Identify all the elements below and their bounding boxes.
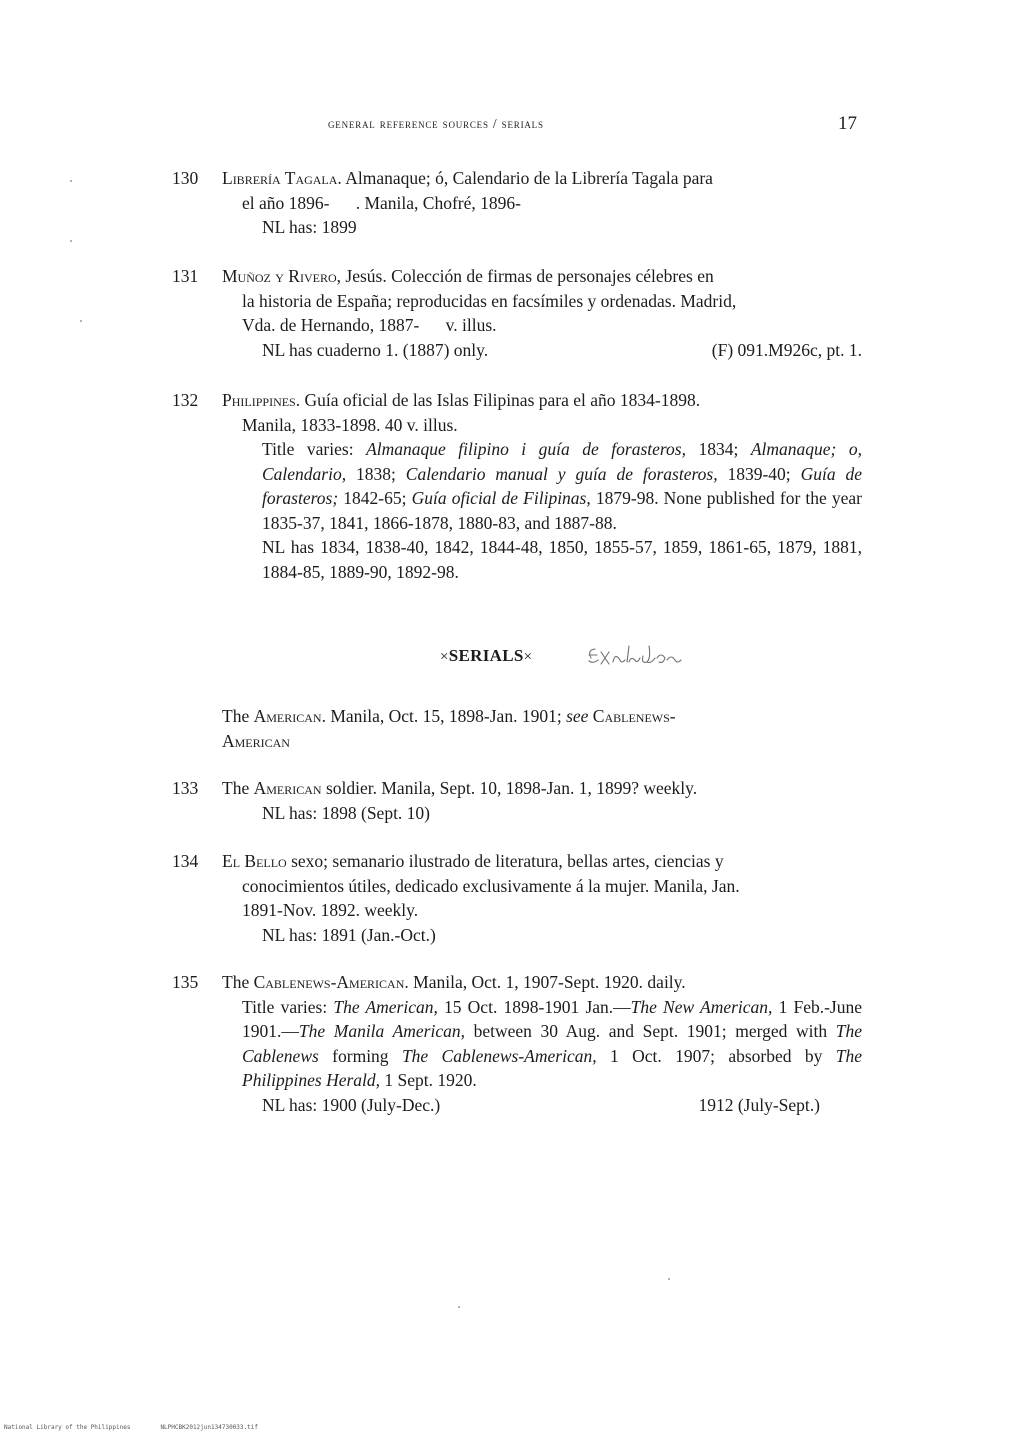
title-variant: The New American, — [630, 996, 773, 1017]
holdings-note: NL has: 1898 (Sept. 10) — [262, 802, 431, 823]
entry-line — [222, 776, 862, 801]
entry-number: 135 — [172, 972, 199, 992]
entry-line — [222, 970, 862, 995]
entry-line — [222, 704, 862, 729]
entry-line — [222, 166, 862, 191]
entry-heading: American — [253, 778, 322, 798]
entry-line — [222, 849, 862, 874]
note-text: Title varies: — [262, 439, 367, 459]
note-text: 15 Oct. 1898-1901 Jan.— — [437, 996, 631, 1017]
entry-text: Manila, Oct. 1, 1907-Sept. 1920. daily. — [408, 972, 686, 992]
holdings-note: NL has cuaderno 1. (1887) only. — [262, 339, 489, 360]
see-target: American — [222, 730, 290, 751]
scan-speck — [668, 1278, 670, 1280]
title-variant: Guía de forasteros; — [262, 463, 862, 508]
title-varies-note — [222, 995, 862, 1093]
title-variant: The Manila American, — [298, 1021, 465, 1041]
entry-body — [222, 849, 862, 947]
entry-body — [222, 970, 862, 1117]
see-label: see — [566, 706, 589, 726]
entry-body — [222, 704, 862, 753]
stamp-left: National Library of the Philippines — [4, 1424, 131, 1431]
entry-body — [222, 166, 862, 240]
entry-number: 130 — [172, 168, 199, 188]
note-text: 1838; — [346, 463, 406, 484]
entry-text: The — [222, 706, 254, 726]
entry-text: soldier. Manila, Sept. 10, 1898-Jan. 1, 1899? weekly. — [321, 778, 698, 798]
entry-132 — [172, 388, 862, 584]
title-variant: The Philippines Herald, — [242, 1045, 862, 1090]
entry-text: Jesús. Colección de firmas de personajes célebres en — [341, 266, 714, 286]
running-head — [328, 116, 544, 132]
entry-body — [222, 776, 862, 825]
note-text: 1 Oct. 1907; absorbed by — [596, 1045, 836, 1066]
holdings-note: NL has 1834, 1838-40, 1842, 1844-48, 1850, 1855-57, 1859, 1861-65, 1879, 1881, 1884-85, 1889-90, 1892-98. — [262, 537, 862, 582]
see-target: Cablenews- — [588, 706, 676, 726]
entry-text: sexo; semanario ilustrado de literatura, bellas artes, ciencias y — [286, 851, 724, 871]
note-text: 1879-98. None published for the year 1835-37, 1841, 1866-1878, 1880-83, and 1887-88. — [262, 488, 862, 533]
entry-line: Vda. de Hernando, 1887- v. illus. — [242, 315, 497, 335]
section-title: SERIALS — [448, 646, 524, 665]
entry-133 — [172, 776, 862, 825]
entry-heading: Librería Tagala. — [222, 168, 342, 188]
holdings-note: NL has: 1900 (July-Dec.) — [262, 1094, 441, 1115]
entry-line: el año 1896- . Manila, Chofré, 1896- — [242, 192, 521, 213]
holdings-row — [222, 338, 862, 363]
note-text: 1 Sept. 1920. — [380, 1070, 477, 1090]
title-varies-note — [222, 437, 862, 535]
handwritten-annotation — [585, 640, 705, 670]
scan-footer-stamp — [4, 1424, 288, 1431]
entry-line — [222, 388, 862, 413]
entry-heading: Cablenews-American. — [253, 972, 409, 992]
entry-text: The — [222, 972, 254, 992]
scan-speck — [70, 240, 72, 242]
entry-line: conocimientos útiles, dedicado exclusivamente á la mujer. Manila, Jan. — [242, 875, 740, 896]
note-text: 1834; — [685, 439, 751, 459]
entry-body — [222, 388, 862, 584]
note-text: 1 Feb.-June 1901.— — [242, 996, 863, 1041]
entry-number: 132 — [172, 390, 199, 410]
entry-text: Guía oficial de las Islas Filipinas para el año 1834-1898. — [300, 390, 701, 410]
entry-body — [222, 264, 862, 362]
entry-text: The — [222, 778, 254, 798]
entry-134 — [172, 849, 862, 947]
cross-mark: × — [440, 649, 449, 665]
title-variant: Guía oficial de Filipinas, — [411, 488, 591, 508]
entry-line — [222, 264, 862, 289]
cross-mark: × — [523, 649, 533, 665]
page-number: 17 — [838, 113, 857, 134]
entry-heading: American. — [253, 706, 326, 726]
running-head-text: general reference sources / serials — [328, 116, 544, 131]
note-text: between 30 Aug. and Sept. 1901; merged with — [465, 1021, 836, 1041]
note-text: 1839-40; — [717, 463, 801, 484]
title-variant: The Cablenews-American, — [401, 1045, 597, 1066]
note-text: 1842-65; — [338, 488, 412, 508]
entry-heading: El Bello — [222, 851, 287, 871]
call-number: (F) 091.M926c, pt. 1. — [711, 339, 862, 360]
scan-speck — [80, 320, 82, 322]
title-variant: Calendario manual y guía de forasteros, — [405, 463, 718, 484]
entry-number: 133 — [172, 778, 199, 798]
title-variant: Almanaque; o, Calendario, — [262, 439, 862, 484]
entry-line: Manila, 1833-1898. 40 v. illus. — [242, 414, 458, 435]
entry-130 — [172, 166, 862, 240]
entry-number: 131 — [172, 266, 199, 286]
entry-heading: Philippines. — [222, 390, 301, 410]
entry-heading: Muñoz y Rivero, — [222, 266, 342, 286]
entry-text: Manila, Oct. 15, 1898-Jan. 1901; — [325, 706, 567, 726]
note-text: forming — [318, 1045, 402, 1066]
title-variant: The Cablenews — [242, 1021, 862, 1066]
entry-line: la historia de España; reproducidas en facsímiles y ordenadas. Madrid, — [242, 290, 737, 311]
holdings-row — [222, 1093, 862, 1118]
holdings-note: NL has: 1891 (Jan.-Oct.) — [262, 924, 436, 945]
see-reference — [172, 704, 862, 753]
entry-131 — [172, 264, 862, 362]
scan-speck — [70, 180, 72, 182]
title-variant: Almanaque filipino i guía de forasteros, — [366, 439, 686, 459]
scan-speck — [458, 1306, 460, 1308]
entry-135 — [172, 970, 862, 1117]
section-heading — [440, 646, 532, 666]
holdings-note: NL has: 1899 — [262, 217, 357, 237]
stamp-right: NLPHCBK2012jun134730033.tif — [160, 1424, 258, 1431]
entry-number: 134 — [172, 851, 199, 871]
entry-line: 1891-Nov. 1892. weekly. — [242, 900, 419, 920]
holdings-note: 1912 (July-Sept.) — [698, 1094, 820, 1115]
title-variant: The American, — [333, 996, 438, 1017]
entry-text: Almanaque; ó, Calendario de la Librería Tagala para — [341, 168, 713, 188]
note-text: Title varies: — [242, 996, 334, 1017]
